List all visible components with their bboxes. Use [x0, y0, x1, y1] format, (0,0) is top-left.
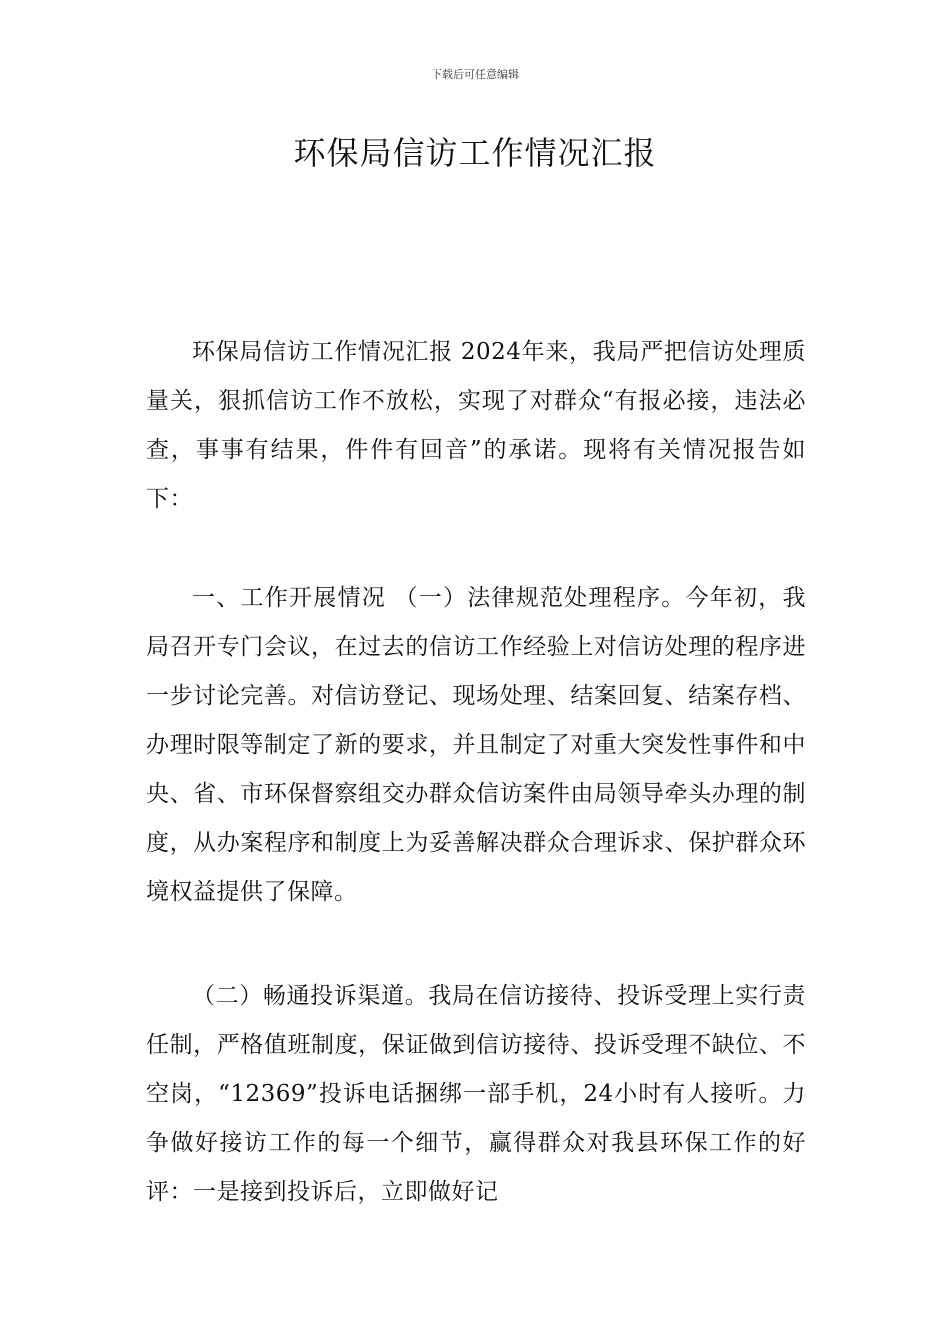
paragraph-section-two: （二）畅通投诉渠道。我局在信访接待、投诉受理上实行责任制，严格值班制度，保证做到信访接待、投诉受理不缺位、不空岗，“12369”投诉电话捆绑一部手机，24小时有人接听。力争做好接访工作的每一个细节，赢得群众对我县环保工作的好评：一是接到投诉后，立即做好记 — [146, 983, 806, 1205]
paragraph-intro: 环保局信访工作情况汇报 2024年来，我局严把信访处理质量关，狠抓信访工作不放松，实现了对群众“有报必接，违法必查，事事有结果，件件有回音”的承诺。现将有关情况报告如下： — [146, 339, 806, 512]
page-header-note: 下载后可任意编辑 — [431, 68, 519, 81]
paragraph-section-one: 一、工作开展情况 （一）法律规范处理程序。今年初，我局召开专门会议，在过去的信访工作经验上对信访处理的程序进一步讨论完善。对信访登记、现场处理、结案回复、结案存档、办理时限等制定了新的要求，并且制定了对重大突发性事件和中央、省、市环保督察组交办群众信访案件由局领导牵头办理的制度，从办案程序和制度上为妥善解决群众合理诉求、保护群众环境权益提供了保障。 — [146, 585, 806, 905]
document-title: 环保局信访工作情况汇报 — [293, 134, 657, 172]
